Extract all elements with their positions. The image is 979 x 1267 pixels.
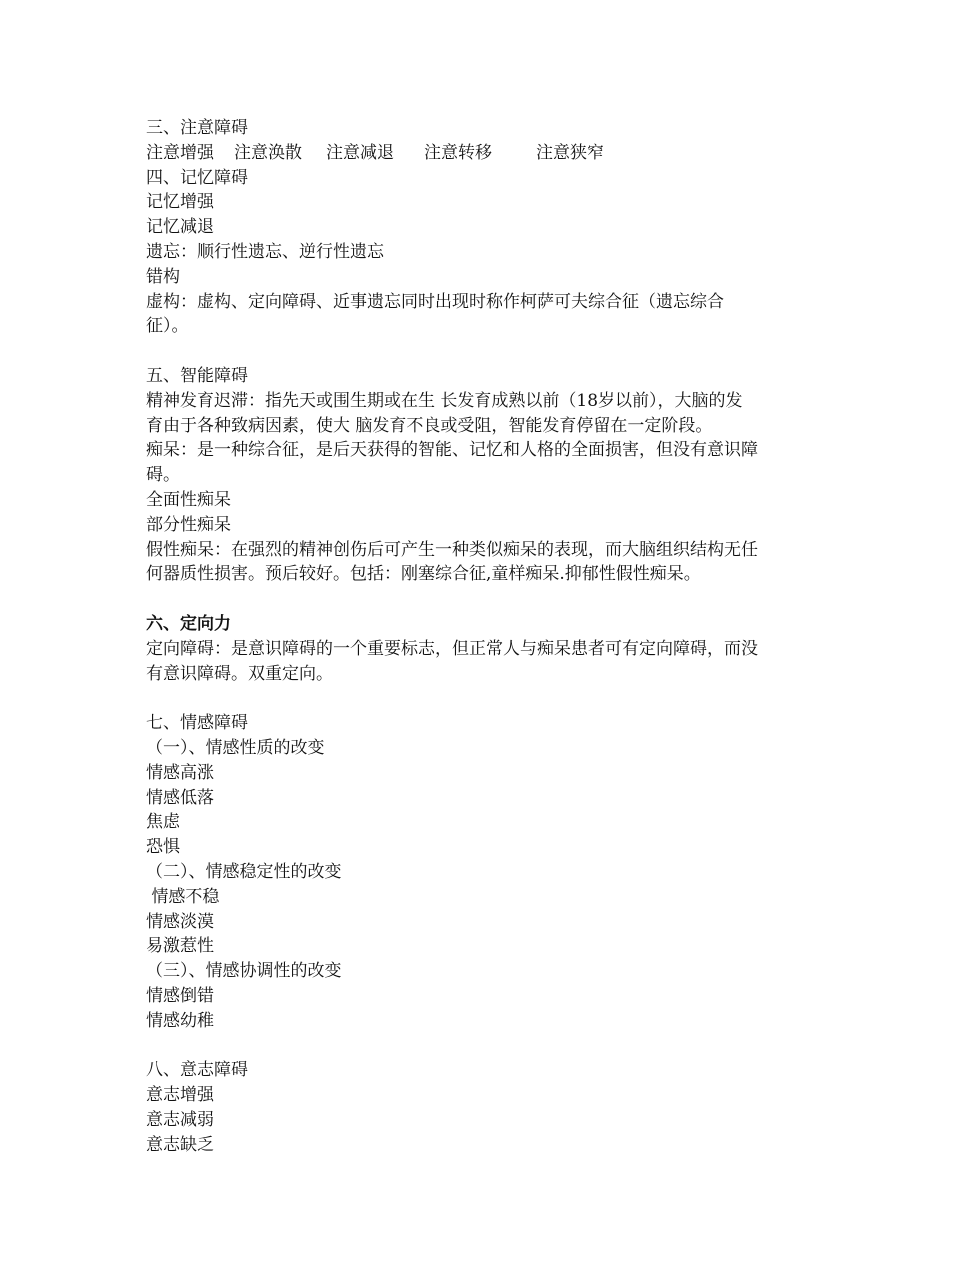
list-item: 易激惹性 [146,936,214,957]
attention-item: 注意涣散 [234,142,302,163]
list-item: 记忆减退 [146,217,214,238]
attention-types-row [146,141,846,166]
section-7-title: 七、情感障碍 [146,713,248,734]
list-item: 情感淡漠 [146,911,214,932]
document-page [146,116,846,1157]
paragraph-line: 假性痴呆：在强烈的精神创伤后可产生一种类似痴呆的表现，而大脑组织结构无任 [146,539,758,560]
list-item: 意志增强 [146,1085,214,1106]
section-3-title: 三、注意障碍 [146,118,248,138]
attention-item: 注意转移 [424,142,492,163]
list-item: 全面性痴呆 [146,489,231,510]
list-item: 情感低落 [146,787,214,808]
subsection-title: （二）、情感稳定性的改变 [146,861,342,882]
list-item: 意志减弱 [146,1109,214,1130]
list-item: 恐惧 [146,837,180,858]
attention-item: 注意狭窄 [536,142,604,163]
list-item: 错构 [146,266,180,287]
list-item: 部分性痴呆 [146,514,231,535]
list-item: 情感倒错 [146,985,214,1006]
list-item: 情感不稳 [146,886,220,907]
paragraph-line: 精神发育迟滞：指先天或围生期或在生 长发育成熟以前（18岁以前），大脑的发 [146,390,743,411]
paragraph-line: 碍。 [146,465,180,486]
list-item: 记忆增强 [146,192,214,213]
section-6-title: 六、定向力 [146,613,231,634]
list-item: 遗忘：顺行性遗忘、逆行性遗忘 [146,241,384,262]
list-item: 情感高涨 [146,762,214,783]
attention-item: 注意减退 [326,142,394,163]
list-item: 情感幼稚 [146,1010,214,1031]
subsection-title: （三）、情感协调性的改变 [146,961,342,982]
paragraph-line: 何器质性损害。预后较好。包括：刚塞综合征,童样痴呆.抑郁性假性痴呆。 [146,564,701,585]
attention-item: 注意增强 [146,142,214,163]
paragraph-line: 虚构：虚构、定向障碍、近事遗忘同时出现时称作柯萨可夫综合征（遗忘综合 [146,291,724,312]
section-5-title: 五、智能障碍 [146,365,248,386]
paragraph-line: 育由于各种致病因素，使大 脑发育不良或受阻，智能发育停留在一定阶段。 [146,415,713,436]
subsection-title: （一）、情感性质的改变 [146,737,325,758]
paragraph-line: 有意识障碍。双重定向。 [146,663,333,684]
list-item: 焦虑 [146,812,180,833]
paragraph-line: 痴呆：是一种综合征，是后天获得的智能、记忆和人格的全面损害，但没有意识障 [146,440,758,461]
section-8-title: 八、意志障碍 [146,1060,248,1081]
paragraph-line: 征）。 [146,316,189,337]
section-4-title: 四、记忆障碍 [146,167,248,188]
list-item: 意志缺乏 [146,1134,214,1155]
paragraph-line: 定向障碍：是意识障碍的一个重要标志，但正常人与痴呆患者可有定向障碍，而没 [146,638,758,659]
